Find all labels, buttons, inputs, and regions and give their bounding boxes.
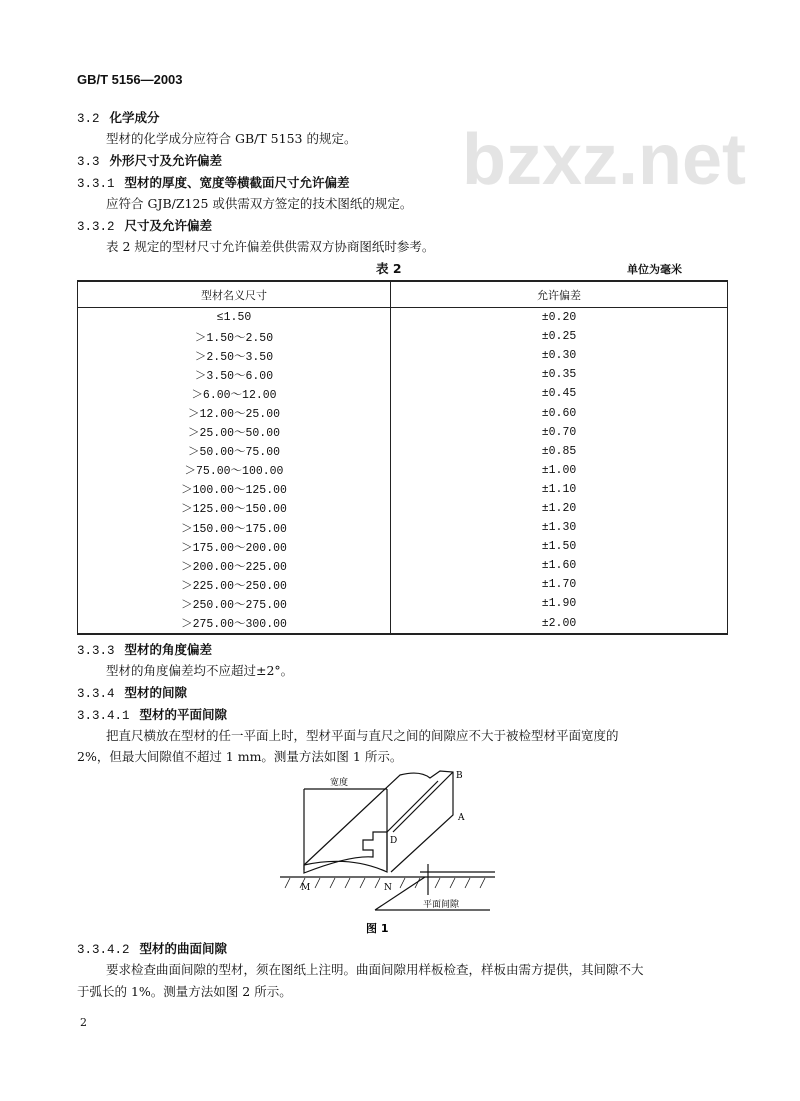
page-number: 2 — [80, 1016, 87, 1029]
nominal-size-cell: ＞175.00～200.00 — [78, 537, 391, 556]
tolerance-cell: ±0.45 — [541, 387, 577, 401]
paragraph: 把直尺横放在型材的任一平面上时，型材平面与直尺之间的间隙应不大于被检型材平面宽度的 — [106, 728, 619, 743]
nominal-size-cell: ＞25.00～50.00 — [78, 423, 391, 442]
table-row — [78, 327, 728, 346]
nominal-size-cell: ＞2.50～3.50 — [78, 346, 391, 365]
nominal-size-cell: ＞150.00～175.00 — [78, 518, 391, 537]
section-heading: 3.3.3 型材的角度偏差 — [77, 642, 213, 658]
nominal-size-cell: ＞1.50～2.50 — [78, 327, 391, 346]
tolerance-cell: ±1.60 — [541, 559, 577, 573]
paragraph: 要求检查曲面间隙的型材，须在图纸上注明。曲面间隙用样板检查，样板由需方提供，其间隙不大 — [106, 962, 644, 977]
tolerance-cell: ±1.10 — [541, 482, 577, 496]
point-d-label: D — [390, 836, 398, 846]
point-m-label: M — [301, 883, 311, 893]
table-row — [78, 499, 728, 518]
point-n-label: N — [384, 883, 392, 893]
nominal-size-cell: ＞225.00～250.00 — [78, 575, 391, 594]
nominal-size-cell: ＞275.00～300.00 — [78, 614, 391, 634]
table-row — [78, 365, 728, 384]
tolerance-cell: ±0.20 — [541, 311, 577, 325]
table-row — [78, 594, 728, 613]
paragraph: 2%，但最大间隙值不超过 1 mm。测量方法如图 1 所示。 — [77, 749, 403, 764]
paragraph: 表 2 规定的型材尺寸允许偏差供供需双方协商图纸时参考。 — [106, 239, 435, 254]
table-row — [78, 308, 728, 328]
section-heading: 3.3 外形尺寸及允许偏差 — [77, 153, 223, 169]
tolerance-cell: ±0.85 — [541, 444, 577, 458]
standard-number: GB/T 5156—2003 — [77, 72, 183, 87]
point-b-label: B — [456, 771, 463, 781]
nominal-size-cell: ＞6.00～12.00 — [78, 384, 391, 403]
nominal-size-cell: ＞12.00～25.00 — [78, 403, 391, 422]
paragraph: 应符合 GJB/Z125 或供需双方签定的技术图纸的规定。 — [106, 196, 413, 211]
section-heading: 3.3.1 型材的厚度、宽度等横截面尺寸允许偏差 — [77, 175, 350, 191]
tolerance-table — [77, 280, 728, 635]
table-header-row — [78, 281, 728, 308]
nominal-size-cell: ＞200.00～225.00 — [78, 556, 391, 575]
nominal-size-cell: ＞125.00～150.00 — [78, 499, 391, 518]
nominal-size-cell: ≤1.50 — [78, 308, 391, 328]
section-heading: 3.2 化学成分 — [77, 110, 160, 126]
gap-label: 平面间隙 — [423, 900, 460, 910]
figure-caption: 图 1 — [366, 922, 389, 935]
tolerance-cell: ±0.60 — [541, 406, 577, 420]
table-row — [78, 614, 728, 634]
nominal-size-cell: ＞250.00～275.00 — [78, 594, 391, 613]
watermark: bzxz.net — [462, 120, 747, 200]
nominal-size-cell: ＞50.00～75.00 — [78, 442, 391, 461]
paragraph: 于弧长的 1%。测量方法如图 2 所示。 — [77, 984, 292, 999]
tolerance-cell: ±0.25 — [541, 330, 577, 344]
table-unit: 单位为毫米 — [627, 263, 682, 276]
tolerance-cell: ±1.50 — [541, 540, 577, 554]
column-header: 型材名义尺寸 — [78, 281, 391, 308]
tolerance-cell: ±0.35 — [541, 368, 577, 382]
width-label: 宽度 — [330, 778, 349, 788]
tolerance-cell: ±0.70 — [541, 425, 577, 439]
tolerance-cell: ±0.30 — [541, 349, 577, 363]
table-row — [78, 575, 728, 594]
tolerance-cell: ±1.70 — [541, 578, 577, 592]
paragraph: 型材的角度偏差均不应超过±2°。 — [106, 663, 294, 678]
table-row — [78, 480, 728, 499]
section-heading: 3.3.4.1 型材的平面间隙 — [77, 707, 228, 723]
point-a-label: A — [458, 813, 465, 823]
table-row — [78, 442, 728, 461]
tolerance-cell: ±1.00 — [541, 463, 577, 477]
table-row — [78, 423, 728, 442]
paragraph: 型材的化学成分应符合 GB/T 5153 的规定。 — [106, 131, 357, 146]
table-row — [78, 461, 728, 480]
table-row — [78, 384, 728, 403]
table-row — [78, 518, 728, 537]
tolerance-cell: ±2.00 — [541, 616, 577, 630]
column-header: 允许偏差 — [391, 281, 728, 308]
nominal-size-cell: ＞100.00～125.00 — [78, 480, 391, 499]
table-caption: 表 2 — [376, 261, 402, 276]
nominal-size-cell: ＞3.50～6.00 — [78, 365, 391, 384]
section-heading: 3.3.4.2 型材的曲面间隙 — [77, 941, 228, 957]
table-row — [78, 403, 728, 422]
tolerance-cell: ±1.90 — [541, 597, 577, 611]
nominal-size-cell: ＞75.00～100.00 — [78, 461, 391, 480]
tolerance-cell: ±1.30 — [541, 521, 577, 535]
table-row — [78, 556, 728, 575]
table-row — [78, 537, 728, 556]
tolerance-cell: ±1.20 — [541, 501, 577, 515]
section-heading: 3.3.2 尺寸及允许偏差 — [77, 218, 213, 234]
section-heading: 3.3.4 型材的间隙 — [77, 685, 188, 701]
table-row — [78, 346, 728, 365]
figure-1-diagram — [260, 760, 520, 940]
